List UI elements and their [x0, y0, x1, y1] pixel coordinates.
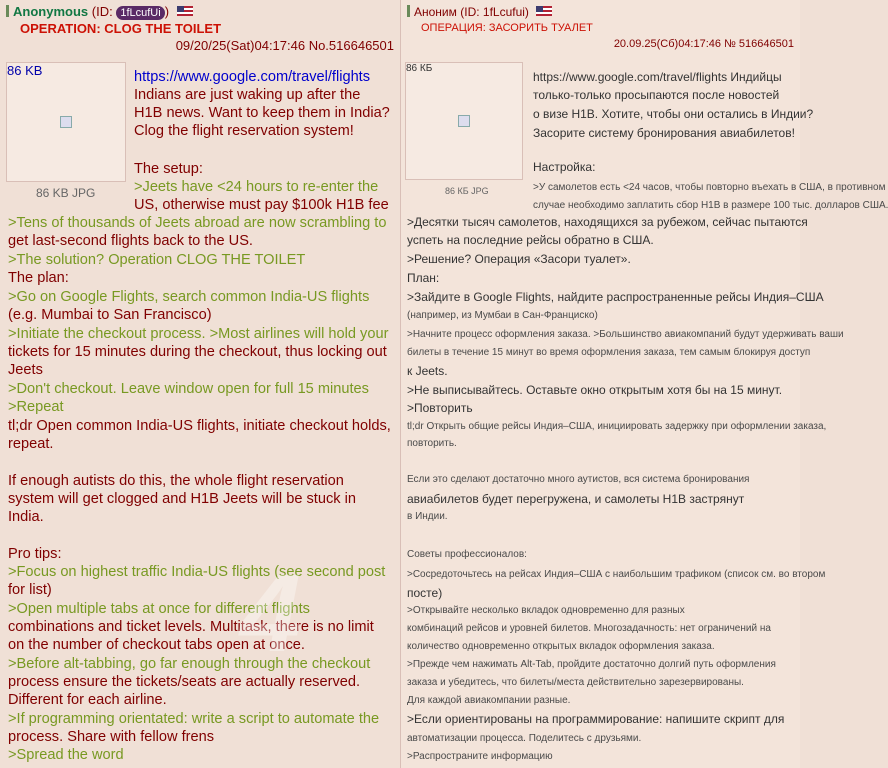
file-size: 86 KB [7, 63, 43, 78]
post-line: for list) [8, 582, 52, 598]
post-checkbox[interactable] [6, 5, 9, 17]
post-line-ru: (например, из Мумбаи в Сан-Франциско) [407, 310, 598, 321]
post-line-ru: >Десятки тысяч самолетов, находящихся за рубежом, сейчас пытаются [407, 215, 808, 229]
post-line: >Open multiple tabs at once for different flights [8, 601, 310, 617]
file-size-ru: 86 КБ [406, 63, 433, 74]
post-line: >Jeets have <24 hours to re-enter the [134, 179, 379, 195]
post-line-ru: автоматизации процесса. Поделитесь с друзьями. [407, 733, 642, 744]
image-thumbnail-ru[interactable] [405, 62, 523, 180]
post-line-ru: План: [407, 271, 440, 285]
post-line: India. [8, 509, 44, 525]
post-checkbox-ru[interactable] [407, 5, 410, 17]
post-line: Pro tips: [8, 546, 62, 562]
post-line-ru: о визе H1B. Хотите, чтобы они остались в Индии? [533, 107, 814, 121]
post-line: >Initiate the checkout process. >Most airlines will hold your [8, 326, 389, 342]
post-subject-ru: ОПЕРАЦИЯ: ЗАСОРИТЬ ТУАЛЕТ [421, 22, 593, 34]
post-line: repeat. [8, 436, 54, 452]
broken-image-icon [458, 115, 470, 127]
post-line: process ensure the tickets/seats are actually reserved. [8, 674, 361, 690]
post-line-ru: >Не выписывайтесь. Оставьте окно открытым хотя бы на 15 минут. [407, 383, 783, 397]
broken-image-icon [60, 116, 72, 128]
post-line-ru: комбинаций рейсов и уровней билетов. Многозадачность: нет ограничений на [407, 623, 771, 634]
post-line: The plan: [8, 270, 69, 286]
post-line: on the number of checkout tabs open at once. [8, 637, 305, 653]
post-datetime-ru: 20.09.25(Сб)04:17:46 № 516646501 [613, 38, 794, 50]
post-line: system will get clogged and H1B Jeets will be stuck in [8, 491, 356, 507]
post-line: Indians are just waking up after the [134, 87, 361, 103]
post-line-ru: Для каждой авиакомпании разные. [407, 695, 571, 706]
post-line: >Spread the word [8, 747, 124, 763]
poster-id-ru: (ID: 1fLcufui) [460, 5, 529, 19]
post-line: Jeets [8, 362, 43, 378]
post-line-ru: tl;dr Открыть общие рейсы Индия–США, инициировать задержку при оформлении заказа, [407, 421, 827, 432]
post-line-ru: случае необходимо заплатить сбор H1B в размере 100 тыс. долларов США. [533, 200, 888, 211]
poster-id-close: ) [164, 4, 170, 19]
post-line: >Before alt-tabbing, go far enough through the checkout [8, 656, 371, 672]
poster-name: Anonymous [13, 4, 89, 19]
post-line: >Go on Google Flights, search common India-US flights [8, 289, 370, 305]
post-line[interactable]: https://www.google.com/travel/flights [134, 69, 371, 85]
post-line-ru: >Открывайте несколько вкладок одновременно для разных [407, 605, 685, 616]
post-line-ru: >У самолетов есть <24 часов, чтобы повторно въехать в США, в противном [533, 182, 886, 193]
post-line: tl;dr Open common India-US flights, initiate checkout holds, [8, 418, 391, 434]
post-line: Different for each airline. [8, 692, 167, 708]
us-flag-icon [177, 6, 193, 16]
post-line: If enough autists do this, the whole flight reservation [8, 473, 344, 489]
post-line: >Repeat [8, 399, 64, 415]
post-line: US, otherwise must pay $100k H1B fee [134, 197, 389, 213]
post-line: Clog the flight reservation system! [134, 123, 354, 139]
post-line-ru: >Начните процесс оформления заказа. >Большинство авиакомпаний будут удерживать ваши [407, 329, 844, 340]
post-line-ru: посте) [407, 586, 443, 600]
image-thumbnail[interactable] [6, 62, 126, 182]
post-line-ru: авиабилетов будет перегружена, и самолеты H1B застрянут [407, 492, 745, 506]
post-line-ru: успеть на последние рейсы обратно в США. [407, 233, 654, 247]
post-line: tickets for 15 minutes during the checkout, thus locking out [8, 344, 387, 360]
us-flag-icon [536, 6, 552, 16]
poster-id-badge[interactable]: 1fLcufUi [116, 6, 164, 20]
post-header [6, 4, 193, 20]
post-line: combinations and ticket levels. Multitask, there is no limit [8, 619, 374, 635]
post-line-ru: заказа и убедитесь, что билеты/места действительно зарезервированы. [407, 677, 744, 688]
post-line-ru: >Решение? Операция «Засори туалет». [407, 252, 631, 266]
post-line-ru: >Повторить [407, 401, 473, 415]
post-line-ru: только-только просыпаются после новостей [533, 88, 780, 102]
post-line-ru: билеты в течение 15 минут во время оформления заказа, тем самым блокируя доступ [407, 347, 811, 358]
file-info-ru: 86 КБ JPG [445, 186, 489, 196]
post-line: >The solution? Operation CLOG THE TOILET [8, 252, 306, 268]
post-line-ru: Засорите систему бронирования авиабилетов! [533, 126, 795, 140]
post-line-ru: Настройка: [533, 160, 596, 174]
post-line: (e.g. Mumbai to San Francisco) [8, 307, 212, 323]
post-line-ru: >Зайдите в Google Flights, найдите распространенные рейсы Индия–США [407, 290, 824, 304]
post-line-ru: https://www.google.com/travel/flights Индийцы [533, 70, 782, 84]
post-line-ru: Если это сделают достаточно много аутистов, вся система бронирования [407, 474, 750, 485]
post-line: >Focus on highest traffic India-US flights (see second post [8, 564, 386, 580]
translated-post-panel [400, 0, 888, 768]
post-line: The setup: [134, 161, 203, 177]
post-line-ru: Советы профессионалов: [407, 549, 527, 560]
post-line: >Don't checkout. Leave window open for full 15 minutes [8, 381, 369, 397]
post-subject: OPERATION: CLOG THE TOILET [20, 21, 222, 36]
post-line-ru: >Распространите информацию [407, 751, 553, 762]
watermark: 4 [240, 552, 302, 675]
post-line: process. Share with fellow frens [8, 729, 215, 745]
post-line-ru: >Сосредоточьтесь на рейсах Индия–США с наибольшим трафиком (список см. во втором [407, 569, 826, 580]
post-line-ru: количество одновременно открытых вкладок оформления заказа. [407, 641, 715, 652]
post-datetime[interactable]: 09/20/25(Sat)04:17:46 No.516646501 [175, 38, 394, 53]
post-line-ru: повторить. [407, 438, 457, 449]
post-line: >Tens of thousands of Jeets abroad are now scrambling to [8, 215, 387, 231]
post-line: get last-second flights back to the US. [8, 233, 253, 249]
file-info[interactable]: 86 KB JPG [36, 186, 96, 200]
post-line-ru: к Jeets. [407, 364, 448, 378]
post-header-ru [407, 4, 552, 20]
poster-name-ru: Аноним [414, 5, 457, 19]
poster-id-label: (ID: [91, 4, 113, 19]
post-line: >If programming orientated: write a script to automate the [8, 711, 380, 727]
post-line: H1B news. Want to keep them in India? [134, 105, 390, 121]
original-post-panel [0, 0, 400, 768]
post-line-ru: >Прежде чем нажимать Alt-Tab, пройдите достаточно долгий путь оформления [407, 659, 776, 670]
post-line-ru: в Индии. [407, 511, 448, 522]
post-line-ru: >Если ориентированы на программирование: напишите скрипт для [407, 712, 785, 726]
